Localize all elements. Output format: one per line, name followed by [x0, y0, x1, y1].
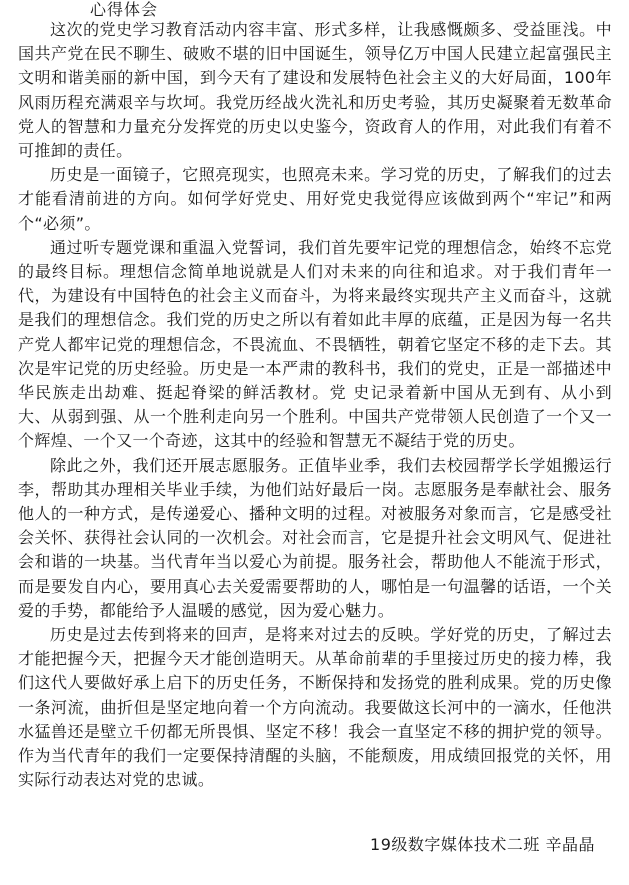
- document-body: [18, 18, 612, 793]
- paragraph-5: 历史是过去传到将来的回声，是将来对过去的反映。学好党的历史，了解过去才能把握今天，把握今天才能创造明天。从革命前辈的手里接过历史的接力棒，我们这代人要做好承上启下的历史任务，不断保持和发扬党的胜利成果。党的历史像一条河流，曲折但是坚定地向着一个方向流动。我要做这长河中的一滴水，任他洪水猛兽还是壁立千仞都无所畏惧、坚定不移！我会一直坚定不移的拥护党的领导。作为当代青年的我们一定要保持清醒的头脑，不能颓废，用成绩回报党的关怀，用实际行动表达对党的忠诚。: [18, 625, 612, 790]
- paragraph-1: 这次的党史学习教育活动内容丰富、形式多样，让我感慨颇多、受益匪浅。中国共产党在民不聊生、破败不堪的旧中国诞生，领导亿万中国人民建立起富强民主文明和谐美丽的新中国，到今天有了建设和发展特色社会主义的大好局面，100年风雨历程充满艰辛与坎坷。我党历经战火洗礼和历史考验，其历史凝聚着无数革命党人的智慧和力量充分发挥党的历史以史鉴今，资政育人的作用，对此我们有着不可推卸的责任。: [18, 20, 612, 161]
- document-title: 心得体会: [90, 0, 159, 19]
- paragraph-3: 通过听专题党课和重温入党誓词，我们首先要牢记党的理想信念，始终不忘党的最终目标。理想信念简单地说就是人们对未来的向往和追求。对于我们青年一代，为建设有中国特色的社会主义而奋斗，为将来最终实现共产主义而奋斗，这就是我们的理想信念。我们党的历史之所以有着如此丰厚的底蕴，正是因为每一名共产党人都牢记党的理想信念，不畏流血、不畏牺牲，朝着它坚定不移的走下去。其次是牢记党的历史经验。历史是一本严肃的教科书，我们的党史，正是一部描述中华民族走出劫难、挺起脊梁的鲜活教材。党 史记录着新中国从无到有、从小到大、从弱到强、从一个胜利走向另一个胜利。中国共产党带领人民创造了一个又一个辉煌、一个又一个奇迹，这其中的经验和智慧无不凝结于党的历史。: [18, 237, 612, 451]
- author-signature: 19级数字媒体技术二班 辛晶晶: [370, 835, 595, 854]
- paragraph-2: 历史是一面镜子，它照亮现实，也照亮未来。学习党的历史，了解我们的过去才能看清前进的方向。如何学好党史、用好党史我觉得应该做到两个“牢记”和两个“必须”。: [18, 165, 612, 233]
- paragraph-4: 除此之外，我们还开展志愿服务。正值毕业季，我们去校园帮学长学姐搬运行李，帮助其办理相关毕业手续，为他们站好最后一岗。志愿服务是奉献社会、服务他人的一种方式，是传递爱心、播种文明的过程。对被服务对象而言，它是感受社会关怀、获得社会认同的一次机会。对社会而言，它是提升社会文明风气、促进社会和谐的一块基。当代青年当以爱心为前提。服务社会，帮助他人不能流于形式，而是要发自内心，要用真心去关爱需要帮助的人，哪怕是一句温馨的话语，一个关爱的手势，都能给予人温暖的感觉，因为爱心魅力。: [18, 455, 612, 620]
